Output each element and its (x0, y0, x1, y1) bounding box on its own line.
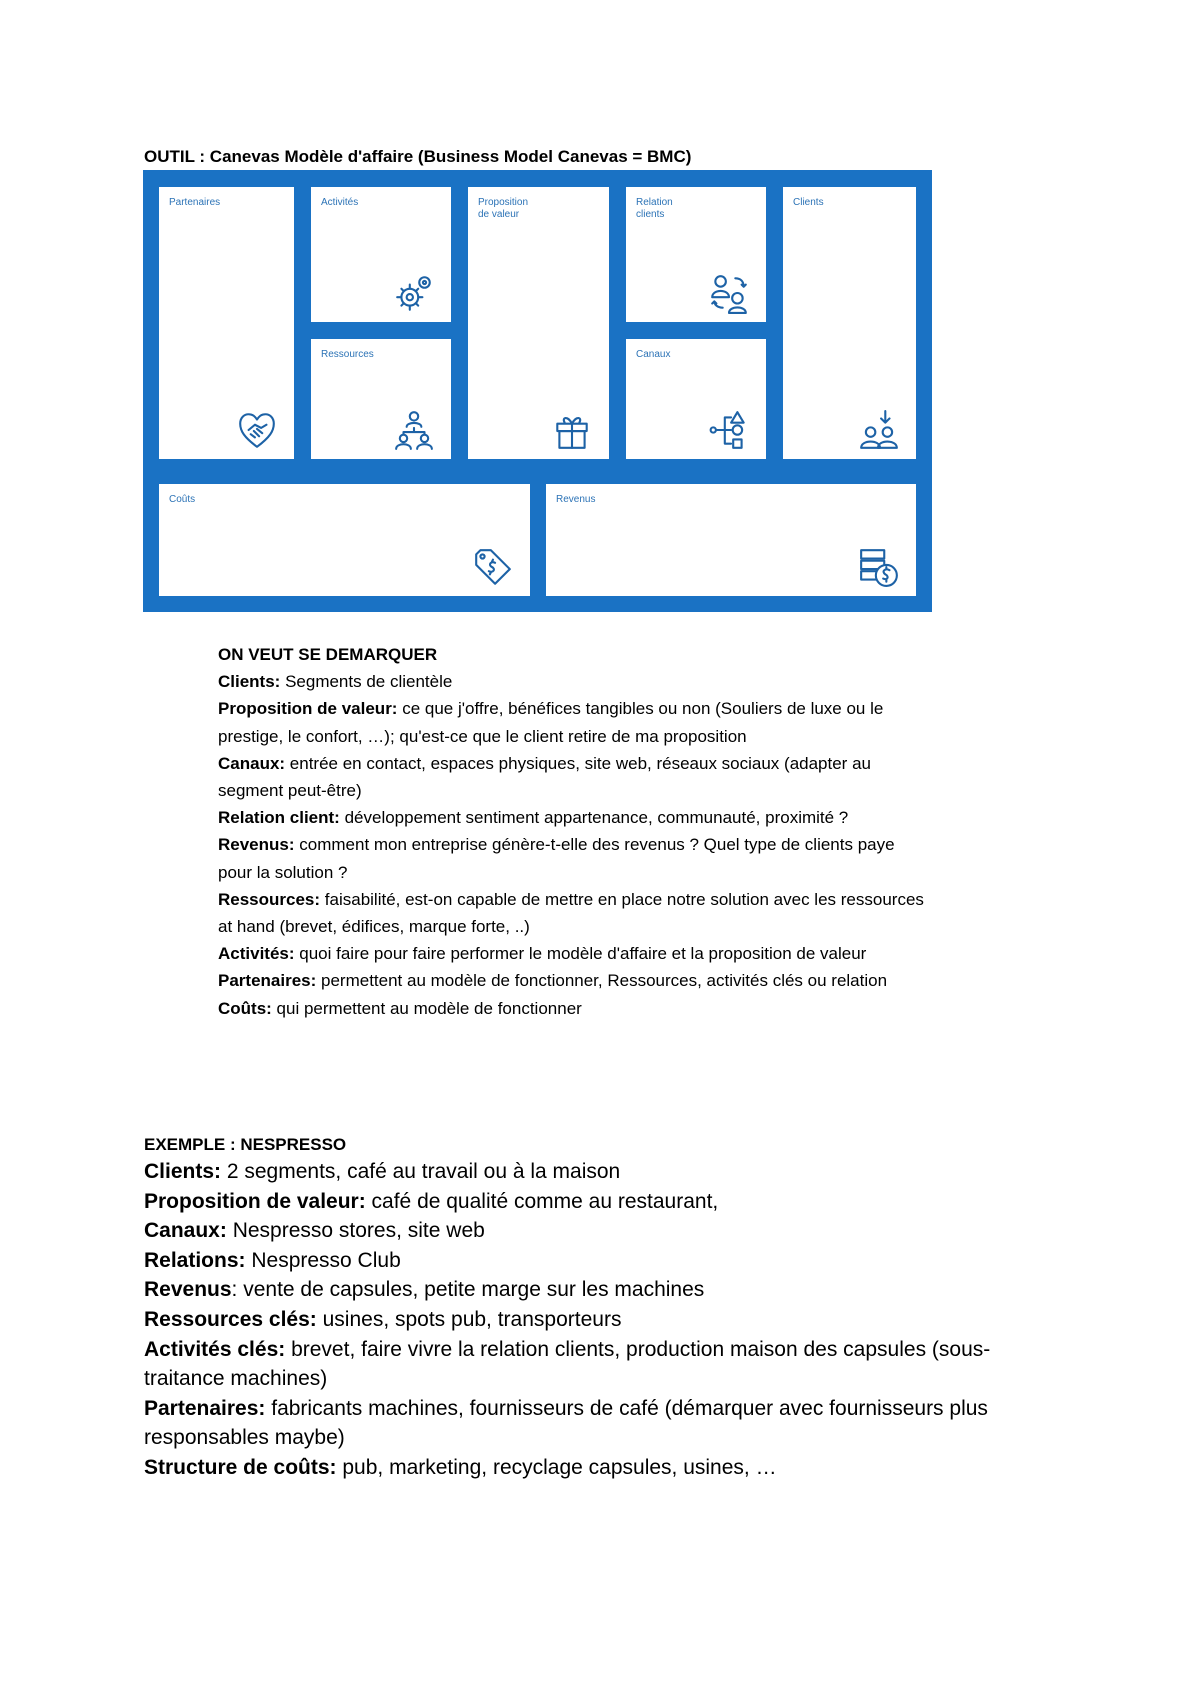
definition-line (218, 913, 1078, 940)
cell-relation (626, 187, 766, 322)
cell-ressources-label: Ressources (321, 349, 374, 360)
definition: pub, marketing, recyclage capsules, usines, … (336, 1455, 777, 1479)
example-line (144, 1275, 1064, 1305)
definition: brevet, faire vivre la relation clients, production maison des capsules (sous- (285, 1337, 991, 1361)
example-line (144, 1335, 1064, 1365)
example-line (144, 1423, 1064, 1453)
term: Coûts: (218, 998, 272, 1018)
people-network-icon (393, 409, 435, 451)
definition: : vente de capsules, petite marge sur les machines (231, 1278, 705, 1302)
definition: quoi faire pour faire performer le modèle d'affaire et la proposition de valeur (294, 944, 867, 964)
section-nespresso-heading: EXEMPLE : NESPRESSO (144, 1135, 347, 1154)
money-icon (858, 546, 900, 588)
term: Ressources clés: (144, 1307, 317, 1331)
example-line (144, 1453, 1064, 1483)
cell-couts (159, 484, 530, 596)
tool-title: OUTIL : Canevas Modèle d'affaire (Business Model Canevas = BMC) (144, 147, 692, 166)
definition-line (218, 695, 1078, 722)
customer-relationship-icon (708, 272, 750, 314)
definition-line (218, 831, 1078, 858)
example-line (144, 1187, 1064, 1217)
definition: usines, spots pub, transporteurs (316, 1307, 622, 1331)
definition: permettent au modèle de fonctionner, Ressources, activités clés ou relation (316, 971, 888, 991)
definition: segment peut-être) (218, 781, 362, 801)
gift-icon (551, 409, 593, 451)
definition: Segments de clientèle (280, 672, 453, 692)
section-demarquer (218, 641, 1078, 1022)
section-demarquer-heading: ON VEUT SE DEMARQUER (218, 645, 438, 664)
term: Ressources: (218, 889, 321, 909)
example-line (144, 1394, 1064, 1424)
definition: traitance machines) (144, 1367, 328, 1391)
definition: café de qualité comme au restaurant, (365, 1189, 719, 1213)
cell-proposition-label: Proposition de valeur (478, 197, 529, 220)
term: Revenus: (218, 835, 295, 855)
cell-relation-label: Relation clients (636, 197, 673, 220)
example-line (144, 1246, 1064, 1276)
definition: prestige, le confort, …); qu'est-ce que le client retire de ma proposition (218, 726, 747, 746)
cell-clients-label: Clients (793, 197, 824, 208)
example-line (144, 1216, 1064, 1246)
cell-clients (783, 187, 916, 459)
term: Relations: (144, 1248, 246, 1272)
cell-revenus (546, 484, 916, 596)
definition: faisabilité, est-on capable de mettre en place notre solution avec les ressources (320, 889, 924, 909)
definition: qui permettent au modèle de fonctionner (271, 998, 582, 1018)
term: Canaux: (144, 1219, 227, 1243)
gears-icon (393, 272, 435, 314)
cell-activites-label: Activités (321, 197, 359, 208)
term: Revenus (144, 1278, 232, 1302)
term: Clients: (144, 1160, 222, 1183)
definition-line (218, 886, 1078, 913)
term: Relation client: (218, 808, 340, 828)
term: Proposition de valeur: (218, 699, 398, 719)
cell-partenaires-label: Partenaires (169, 197, 221, 208)
customers-icon (858, 409, 900, 451)
definition: pour la solution ? (218, 862, 348, 882)
definition: ce que j'offre, bénéfices tangibles ou non (Souliers de luxe ou le (397, 699, 884, 719)
cell-activites (311, 187, 451, 322)
term: Structure de coûts: (144, 1455, 337, 1479)
term: Partenaires: (218, 971, 317, 991)
example-line (144, 1305, 1064, 1335)
cell-proposition (468, 187, 609, 459)
definition-line (218, 723, 1078, 750)
cell-partenaires (159, 187, 294, 459)
definition: responsables maybe) (144, 1426, 345, 1450)
cell-revenus-label: Revenus (556, 494, 596, 505)
cell-canaux-label: Canaux (636, 349, 671, 360)
term: Partenaires: (144, 1396, 266, 1420)
cell-couts-label: Coûts (169, 494, 196, 505)
term: Activités: (218, 944, 295, 964)
price-tag-icon (472, 546, 514, 588)
definition-line (218, 777, 1078, 804)
handshake-heart-icon (236, 409, 278, 451)
section-nespresso (144, 1133, 1064, 1483)
definition: 2 segments, café au travail ou à la maison (221, 1160, 621, 1183)
definition-line (218, 859, 1078, 886)
definition-line (218, 967, 1078, 994)
definition: at hand (brevet, édifices, marque forte, ..) (218, 917, 530, 937)
definition-line (218, 804, 1078, 831)
cell-canaux (626, 339, 766, 459)
definition: Nespresso stores, site web (226, 1219, 485, 1243)
term: Proposition de valeur: (144, 1189, 366, 1213)
term: Clients: (218, 672, 281, 692)
example-line (144, 1157, 1064, 1187)
definition: comment mon entreprise génère-t-elle des revenus ? Quel type de clients paye (294, 835, 895, 855)
term: Canaux: (218, 753, 286, 773)
term: Activités clés: (144, 1337, 286, 1361)
cell-ressources (311, 339, 451, 459)
definition: fabricants machines, fournisseurs de café (démarquer avec fournisseurs plus (265, 1396, 988, 1420)
definition: Nespresso Club (245, 1248, 401, 1272)
definition-line (218, 995, 1078, 1022)
example-line (144, 1364, 1064, 1394)
definition-line (218, 668, 1078, 695)
definition: développement sentiment appartenance, communauté, proximité ? (339, 808, 849, 828)
business-model-canvas (143, 170, 932, 612)
definition-line (218, 750, 1078, 777)
definition-line (218, 940, 1078, 967)
channels-icon (708, 409, 750, 451)
definition: entrée en contact, espaces physiques, site web, réseaux sociaux (adapter au (285, 753, 871, 773)
